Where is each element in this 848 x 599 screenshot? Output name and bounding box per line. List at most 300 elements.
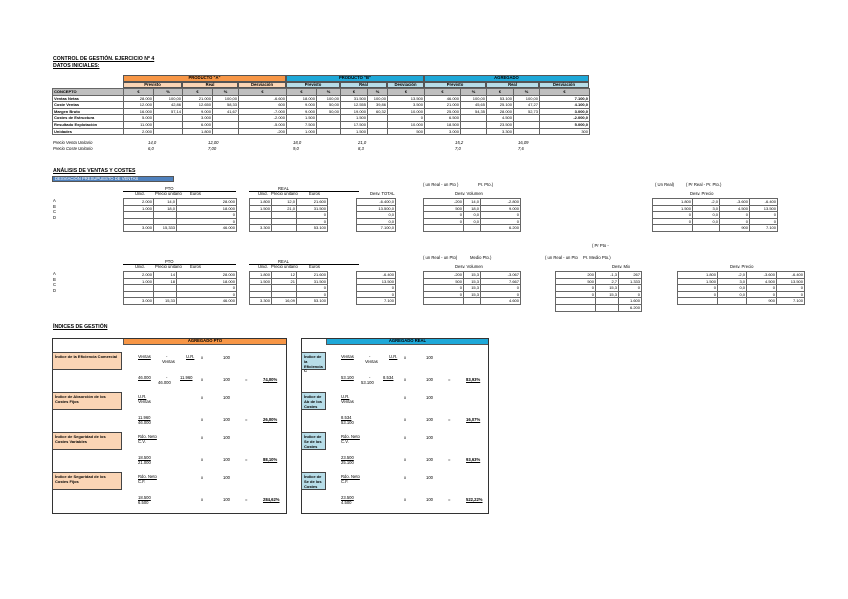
cell: 42,86 <box>154 102 183 109</box>
initial-row <box>53 115 590 122</box>
minus: - <box>369 354 371 359</box>
cell <box>272 225 297 232</box>
cell: 15,3 <box>464 272 481 279</box>
cell: 7.500 <box>287 121 317 128</box>
row-label: Resultado Explotación <box>53 121 124 128</box>
sub-real-b: Real <box>340 82 387 88</box>
cell: 3.000 <box>124 225 154 232</box>
cell: 45,65 <box>461 102 487 109</box>
index-label: Índice de Ab de los Costes <box>301 392 326 410</box>
value-num: 8.534 <box>341 415 352 420</box>
denominator: C.V. <box>138 439 146 444</box>
hundred: 100 <box>223 355 230 360</box>
cell: 1.500 <box>250 278 272 285</box>
value-den: 46.000 <box>138 420 151 425</box>
desv-total-table <box>356 198 396 232</box>
equals: = <box>245 377 248 382</box>
cell: 25.000 <box>425 108 461 115</box>
cell: 1.500 <box>341 115 368 122</box>
table-row <box>250 298 328 305</box>
cell <box>514 128 540 135</box>
initial-row <box>53 95 590 102</box>
times: x <box>201 395 204 400</box>
pc-value: 7,0 <box>455 146 461 151</box>
table-row <box>424 212 521 219</box>
index-label: Índice de Seguridad de los Costes Variables <box>52 432 122 450</box>
cell: 0 <box>747 291 777 298</box>
table-row <box>424 272 521 279</box>
times: x <box>404 377 407 382</box>
pto-header: PTO <box>165 186 174 191</box>
cell <box>154 128 183 135</box>
row-label: Costes de Estructura <box>53 115 124 122</box>
desv-precio-table <box>652 198 778 232</box>
numerator2: U.R. <box>186 354 195 359</box>
numerator: Rdo. Neto <box>341 474 360 479</box>
sub-desv-b: Desviación <box>387 82 424 88</box>
cell: 9.000 <box>481 205 521 212</box>
cell: 28.000 <box>177 199 237 206</box>
cell: 28.000 <box>124 95 154 102</box>
cell <box>154 121 183 128</box>
cell: -6.600 <box>239 95 287 102</box>
cell: -2.800 <box>481 199 521 206</box>
cell <box>596 298 619 305</box>
table-row <box>124 199 237 206</box>
table-row <box>357 298 396 305</box>
indices-header-pto: AGREGADO PTO <box>123 338 287 345</box>
index-result: 26,00% <box>263 417 278 422</box>
row-letter: A <box>53 198 56 203</box>
doc-title: CONTROL DE GESTIÓN. EJERCICIO Nº 4 <box>53 56 155 62</box>
pto-table <box>123 198 237 232</box>
cell: 54,35 <box>461 108 487 115</box>
value-num: 18.500 <box>138 455 151 460</box>
cell: 19.000 <box>341 108 368 115</box>
table-row <box>556 304 642 311</box>
value-den: 53.100 <box>341 420 354 425</box>
cell: 3.000 <box>183 115 213 122</box>
desv-mix-table <box>555 271 642 312</box>
cell: 1.500 <box>678 278 718 285</box>
initial-data-table <box>52 88 590 135</box>
table-row <box>424 199 521 206</box>
table-row <box>357 285 396 292</box>
table-row <box>424 291 521 298</box>
table-row <box>357 212 396 219</box>
cell: 0 <box>556 285 596 292</box>
table-row <box>424 225 521 232</box>
cell <box>368 128 388 135</box>
cell: 1.333 <box>619 278 642 285</box>
group-header-a: PRODUCTO "A" <box>123 75 286 82</box>
cell: 28.000 <box>177 272 237 279</box>
initial-row <box>53 121 590 128</box>
cell <box>461 128 487 135</box>
cell: 53.100 <box>297 298 328 305</box>
group-header-b: PRODUCTO "B" <box>286 75 424 82</box>
index-result: 284,62% <box>263 497 280 502</box>
unit-header: % <box>461 89 487 96</box>
doc-subtitle: DATOS INICIALES: <box>53 63 100 69</box>
cell: 15,3 <box>464 285 481 292</box>
cell: 15,333 <box>154 225 177 232</box>
table-row <box>124 225 237 232</box>
pu-h: Precio unitario <box>271 264 298 269</box>
cell: 100,00 <box>317 95 341 102</box>
cell: 0,0 <box>464 212 481 219</box>
cell: 300 <box>540 128 590 135</box>
equals: = <box>245 417 248 422</box>
equals: = <box>448 457 451 462</box>
unid-h: Unid. <box>258 191 268 196</box>
cell: 0,0 <box>464 218 481 225</box>
value-den: 53.100 <box>361 380 374 385</box>
table-row <box>424 278 521 285</box>
pc-value: 8,3 <box>358 146 364 151</box>
times: x <box>201 457 204 462</box>
row-label: Margen Bruto <box>53 108 124 115</box>
cell: 0 <box>777 291 805 298</box>
cell: 100,00 <box>514 95 540 102</box>
numerator: U.R. <box>341 394 350 399</box>
hundred: 100 <box>223 475 230 480</box>
cell: 1.800 <box>678 272 718 279</box>
cell: 18.500 <box>425 121 461 128</box>
unit-header: € <box>425 89 461 96</box>
cell <box>272 285 297 292</box>
cell <box>272 291 297 298</box>
cell <box>250 212 272 219</box>
desv-vol-h: Desv. Volumen <box>455 191 483 196</box>
table-row <box>424 285 521 292</box>
cell: 46.000 <box>177 298 237 305</box>
unit-header: € <box>540 89 590 96</box>
cell: 3.000,0 <box>540 108 590 115</box>
analysis-title: ANÁLISIS DE VENTAS Y COSTES <box>53 168 136 174</box>
real-header: REAL <box>278 186 289 191</box>
cell <box>124 212 154 219</box>
value-num2: 11.960 <box>180 375 193 380</box>
cell <box>424 225 464 232</box>
cell <box>317 115 341 122</box>
cell: 0 <box>653 218 693 225</box>
cell: 0 <box>678 291 718 298</box>
sub-real-g: Real <box>486 82 539 88</box>
table-row <box>653 212 778 219</box>
cell: 52,73 <box>514 108 540 115</box>
cell: 14 <box>154 272 177 279</box>
cell: 0 <box>747 285 777 292</box>
table-row <box>250 278 328 285</box>
sub-prev-b: Previsto <box>286 82 340 88</box>
cell: 46.000 <box>177 225 237 232</box>
value-den: 4.500 <box>341 500 352 505</box>
cell <box>514 115 540 122</box>
unid-h: Unid. <box>135 264 145 269</box>
times: x <box>404 435 407 440</box>
cell <box>272 218 297 225</box>
pc-value: 7,00 <box>208 146 217 151</box>
cell: 5.000,0 <box>540 121 590 128</box>
cell: 6.200 <box>481 225 521 232</box>
cell: 3.500 <box>388 102 425 109</box>
group-header-agg: AGREGADO <box>424 75 589 82</box>
cell: 28.000 <box>487 108 514 115</box>
unit-header: € <box>341 89 368 96</box>
cell <box>213 128 239 135</box>
hundred: 100 <box>426 497 433 502</box>
numerator: Ventas <box>138 354 151 359</box>
cell: 18,0 <box>464 205 481 212</box>
cell: 3,0 <box>693 205 720 212</box>
value-num: 23.500 <box>341 455 354 460</box>
pu-h: Precio unitario <box>155 191 182 196</box>
cell <box>154 218 177 225</box>
cell <box>693 225 720 232</box>
desv-precio-h: Desv. Precio <box>730 264 754 269</box>
pv-value: 21,0 <box>358 140 367 145</box>
cell: 1.000 <box>287 128 317 135</box>
cell: 6.000 <box>183 121 213 128</box>
hundred: 100 <box>426 475 433 480</box>
unit-header: € <box>388 89 425 96</box>
cell: 7.100,0 <box>540 95 590 102</box>
real-header: REAL <box>278 259 289 264</box>
pto-header: PTO <box>165 259 174 264</box>
cell: 100,00 <box>368 95 388 102</box>
cell: 0,0 <box>718 285 747 292</box>
cell: 0,0 <box>718 291 747 298</box>
pto-table <box>123 271 237 305</box>
indices-real-frame <box>301 338 489 514</box>
table-row <box>357 291 396 298</box>
cell: 50,00 <box>317 102 341 109</box>
cell: 13.500,0 <box>357 205 396 212</box>
cell: -6.400,0 <box>357 199 396 206</box>
desv-precio-table <box>677 271 805 305</box>
cell: 0 <box>720 212 750 219</box>
unit-header: % <box>213 89 239 96</box>
cell: -6.400 <box>750 199 778 206</box>
hundred: 100 <box>426 377 433 382</box>
equals: = <box>448 497 451 502</box>
table-row <box>424 205 521 212</box>
cell: 600 <box>239 102 287 109</box>
unit-header: € <box>239 89 287 96</box>
pv-value: 14,0 <box>148 140 157 145</box>
cell <box>556 304 596 311</box>
initial-row <box>53 128 590 135</box>
times: x <box>201 377 204 382</box>
unit-header: € <box>487 89 514 96</box>
pv-value: 16,09 <box>518 140 529 145</box>
formula: ( Un Real) <box>655 182 675 187</box>
row-label: Unidades <box>53 128 124 135</box>
cell: 13.500 <box>750 205 778 212</box>
cell: -7.000 <box>239 108 287 115</box>
numerator: Rdo. Neto <box>341 434 360 439</box>
cell: 60,32 <box>368 108 388 115</box>
cell <box>154 212 177 219</box>
cell: 100,00 <box>154 95 183 102</box>
table-row <box>357 199 396 206</box>
cell: 6.500 <box>425 115 461 122</box>
cell: 1.500 <box>653 205 693 212</box>
table-row <box>124 291 237 298</box>
cell: 4.600 <box>481 298 521 305</box>
times: x <box>404 395 407 400</box>
row-label: Ventas Netas <box>53 95 124 102</box>
table-row <box>250 205 328 212</box>
cell <box>368 121 388 128</box>
cell: 18 <box>154 278 177 285</box>
desv-total-table <box>356 271 396 305</box>
cell: 0 <box>424 291 464 298</box>
analysis-banner: DESVIACIÓN PRESUPUESTO DE VENTAS <box>52 176 174 182</box>
minus: - <box>166 375 168 380</box>
cell: 100,00 <box>213 95 239 102</box>
cell: -2.000,0 <box>540 115 590 122</box>
cell: 0 <box>424 285 464 292</box>
pu-h: Precio unitario <box>155 264 182 269</box>
table-row <box>556 278 642 285</box>
table-row <box>357 218 396 225</box>
cell: 7.100,0 <box>357 225 396 232</box>
cell: 900 <box>747 298 777 305</box>
index-label: Índice de Se de los Costes <box>301 472 326 490</box>
desv-total-h: Desv. TOTAL <box>370 191 395 196</box>
cell: 500 <box>424 205 464 212</box>
euros-h: Euros <box>309 191 320 196</box>
times: x <box>404 355 407 360</box>
formula: ( Pr Real - Pr. Pto.) <box>686 182 722 187</box>
denominator: Ventas <box>341 399 354 404</box>
cell: 1.600 <box>619 298 642 305</box>
cell <box>424 298 464 305</box>
cell <box>124 285 154 292</box>
formula: Pr. Medio Pto.) <box>583 255 611 260</box>
hundred: 100 <box>426 435 433 440</box>
cell <box>514 121 540 128</box>
cell: 3.300 <box>250 298 272 305</box>
table-row <box>124 298 237 305</box>
cell: 0 <box>750 218 778 225</box>
cell: 13.500 <box>777 278 805 285</box>
cell: 3,0 <box>718 278 747 285</box>
cell: 50,00 <box>317 108 341 115</box>
table-row <box>357 272 396 279</box>
cell: 267 <box>619 272 642 279</box>
cell: 15,3 <box>596 285 619 292</box>
cell: 13.500 <box>388 95 425 102</box>
pv-label: Precio Venta Unitario <box>53 140 93 145</box>
denominator: C.F. <box>138 479 146 484</box>
table-row <box>653 205 778 212</box>
cell: 53.100 <box>297 225 328 232</box>
times: x <box>404 457 407 462</box>
cell: 23.500 <box>487 121 514 128</box>
table-row <box>556 291 642 298</box>
cell: 15,33 <box>154 298 177 305</box>
cell <box>678 298 718 305</box>
cell: 0,0 <box>693 212 720 219</box>
cell <box>272 212 297 219</box>
cell: 9.000 <box>287 102 317 109</box>
unid-h: Unid. <box>135 191 145 196</box>
cell <box>461 115 487 122</box>
cell: 18.000 <box>177 278 237 285</box>
cell: 18,0 <box>154 205 177 212</box>
cell: 2.000 <box>124 199 154 206</box>
numerator: Rdo. Neto <box>138 434 157 439</box>
cell <box>718 298 747 305</box>
cell: 3.300 <box>487 128 514 135</box>
cell: 31.500 <box>297 278 328 285</box>
cell <box>556 298 596 305</box>
times: x <box>404 497 407 502</box>
table-row <box>250 272 328 279</box>
cell: 0 <box>357 285 396 292</box>
times: x <box>201 497 204 502</box>
cell: -5.000 <box>239 121 287 128</box>
pc-value: 7,6 <box>518 146 524 151</box>
cell: 7.100 <box>357 298 396 305</box>
cell: 0 <box>357 291 396 298</box>
euros-h: Euros <box>309 264 320 269</box>
cell: 1.800 <box>250 272 272 279</box>
table-row <box>124 272 237 279</box>
cell: 16,09 <box>272 298 297 305</box>
cell: 500 <box>556 278 596 285</box>
cell: 4.500 <box>720 205 750 212</box>
cell: 14,0 <box>154 199 177 206</box>
cell <box>464 225 481 232</box>
cell: 21 <box>272 278 297 285</box>
euros-h: Euros <box>190 191 201 196</box>
cell: -6.400 <box>357 272 396 279</box>
cell <box>124 291 154 298</box>
cell: 0 <box>297 218 328 225</box>
cell: 15,3 <box>596 291 619 298</box>
cell: 25.100 <box>487 102 514 109</box>
row-letter: C <box>53 282 57 288</box>
cell: -200 <box>239 128 287 135</box>
hundred: 100 <box>426 457 433 462</box>
pc-value: 9,0 <box>293 146 299 151</box>
value-num: 18.500 <box>138 495 151 500</box>
index-result: 88,10% <box>263 457 278 462</box>
value-den: 46.000 <box>158 380 171 385</box>
cell: 47,27 <box>514 102 540 109</box>
table-row <box>678 285 805 292</box>
cell: 21.000 <box>425 102 461 109</box>
sub-desv-a: Desviación <box>238 82 286 88</box>
cell: 200 <box>556 272 596 279</box>
unid-h: Unid. <box>258 264 268 269</box>
unit-header: % <box>514 89 540 96</box>
row-letter: D <box>53 287 57 293</box>
cell: 2.000 <box>124 128 154 135</box>
cell: 17.500 <box>341 121 368 128</box>
initial-row <box>53 108 590 115</box>
cell: 41,67 <box>213 108 239 115</box>
cell: 0 <box>481 218 521 225</box>
index-result: 16,07% <box>466 417 481 422</box>
cell: 5.000 <box>124 115 154 122</box>
cell: 3.000 <box>425 128 461 135</box>
cell: 0 <box>177 291 237 298</box>
